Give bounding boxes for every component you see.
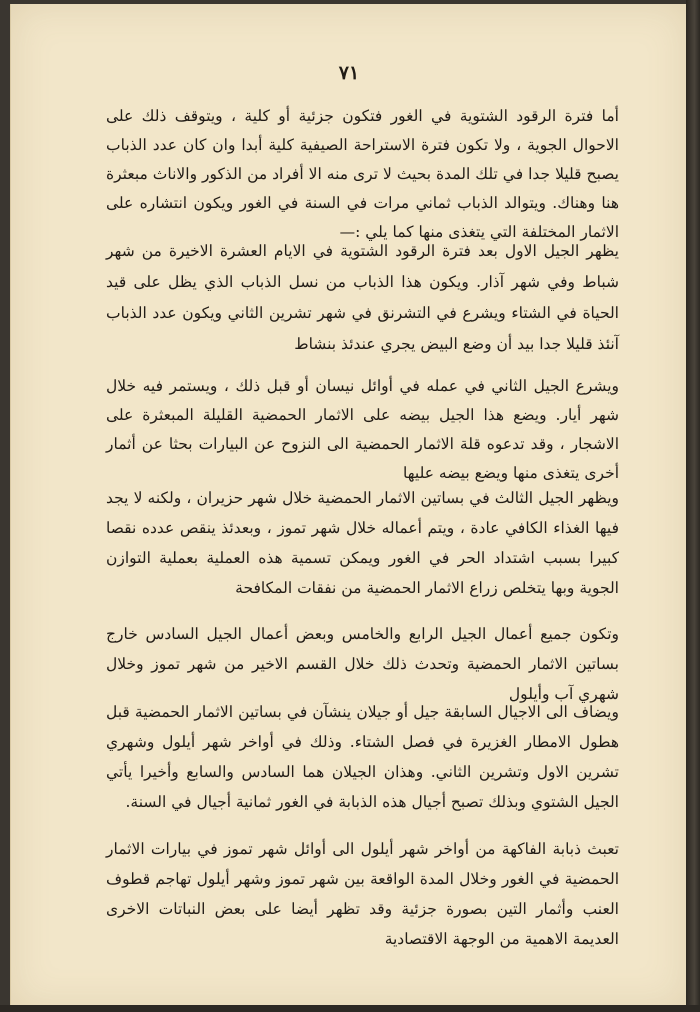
- paragraph-winter-dormancy: أما فترة الرقود الشتوية في الغور فتكون جزئية أو كلية ، ويتوقف ذلك على الاحوال الجوية ، ولا تكون فترة الاستراحة الصيفية كلية أبدا وان كان عدد الذباب يصبح قليلا جدا في تلك المدة بحيث لا ترى منه الا أفراد من الذكور والاناث مبعثرة هنا وهناك. ويتوالد الذباب ثماني مرات في السنة في الغور ويكون انتشاره على الاثمار المختلفة التي يتغذى منها كما يلي :—: [106, 107, 619, 241]
- paragraph-third-generation: ويظهر الجيل الثالث في بساتين الاثمار الحمضية خلال شهر حزيران ، ولكنه لا يجد فيها الغذاء الكافي عادة ، ويتم أعماله خلال شهر تموز ، وبعدئذ ينقص عدده نقصا كبيرا بسبب اشتداد الحر في الغور ويمكن تسمية هذه العملية بعملية التوازن الجوية وبها يتخلص زراع الاثمار الحمضية من نفقات المكافحة: [106, 489, 619, 597]
- paragraph-second-generation: ويشرع الجيل الثاني في عمله في أوائل نيسان أو قبل ذلك ، ويستمر فيه خلال شهر أيار. ويضع هذا الجيل بيضه على الاثمار الحمضية القليلة المبعثرة على الاشجار ، وقد تدعوه قلة الاثمار الحمضية الى النزوح عن البيارات بحثا عن أثمار أخرى يتغذى منها ويضع بيضه عليها: [106, 377, 619, 482]
- page-number: ٧١: [338, 62, 360, 84]
- paper-sheet: [10, 4, 687, 1008]
- paragraph-later-generations: ويضاف الى الاجيال السابقة جيل أو جيلان ينشآن في بساتين الاثمار الحمضية قبل هطول الامطار الغزيرة في فصل الشتاء. وذلك في أواخر شهر أيلول وشهري تشرين الاول وتشرين الثاني. وهذان الجيلان هما السادس والسابع وأخيرا يأتي الجيل الشتوي وبذلك تصبح أجيال هذه الذبابة في الغور ثمانية أجيال في السنة.: [106, 703, 619, 811]
- scan-right-edge: [686, 0, 700, 1012]
- scan-bottom-edge: [0, 1005, 700, 1012]
- paragraph-fourth-fifth-generations: وتكون جميع أعمال الجيل الرابع والخامس وبعض أعمال الجيل السادس خارج بساتين الاثمار الحمضية وتحدث ذلك خلال القسم الاخير من شهر تموز وخلال شهري آب وأيلول: [106, 625, 619, 703]
- paragraph-first-generation: يظهر الجيل الاول بعد فترة الرقود الشتوية في الايام العشرة الاخيرة من شهر شباط وفي شهر آذار. ويكون هذا الذباب من نسل الذباب الذي يظل على قيد الحياة في الشتاء ويشرع في التشرنق في شهر تشرين الثاني ويكون عدد الذباب آنئذ قليلا جدا بيد أن وضع البيض يجري عندئذ بنشاط: [106, 242, 619, 353]
- paragraph-fruit-fly-damage: تعبث ذبابة الفاكهة من أواخر شهر أيلول الى أوائل شهر تموز في بيارات الاثمار الحمضية في الغور وخلال المدة الواقعة بين شهر تموز وشهر أيلول تهاجم قطوف العنب وأثمار التين بصورة جزئية وقد تظهر أيضا على بعض النباتات الاخرى العديمة الاهمية من الوجهة الاقتصادية: [106, 840, 619, 948]
